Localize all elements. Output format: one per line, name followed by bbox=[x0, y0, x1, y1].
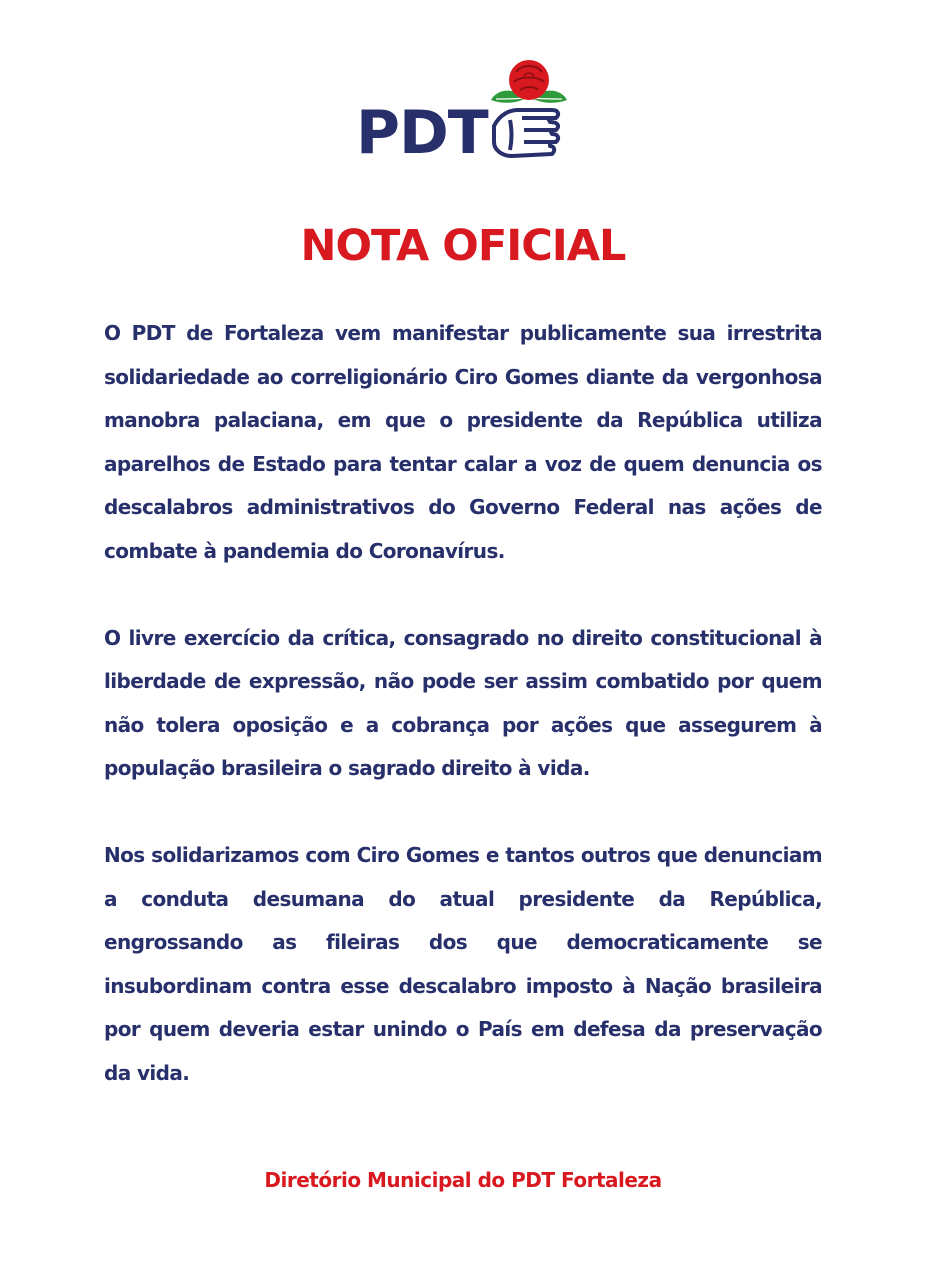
signature: Diretório Municipal do PDT Fortaleza bbox=[264, 1168, 662, 1192]
logo-text: PDT bbox=[356, 98, 488, 168]
paragraph-2: O livre exercício da crítica, consagrado no direito constitucional à liberdade de expressão, não pode ser assim combatido por quem não tolera oposição e a cobrança por ações que assegurem à população brasileira o sagrado direito à vida. bbox=[104, 625, 822, 780]
paragraph-3: Nos solidarizamos com Ciro Gomes e tantos outros que denunciam a conduta desumana do atual presidente da República, engrossando as fileiras dos que democraticamente se insubordinam contra esse descalabro imposto à Nação brasileira por quem deveria estar unindo o País em defesa da preservação da vida. bbox=[104, 843, 822, 1085]
page-title: NOTA OFICIAL bbox=[300, 221, 626, 271]
statement-body bbox=[104, 312, 822, 1139]
rose-fist-icon bbox=[488, 58, 570, 162]
paragraph-1: O PDT de Fortaleza vem manifestar publicamente sua irrestrita solidariedade ao correligionário Ciro Gomes diante da vergonhosa manobra palaciana, em que o presidente da República utiliza aparelhos de Estado para tentar calar a voz de quem denuncia os descalabros administrativos do Governo Federal nas ações de combate à pandemia do Coronavírus. bbox=[104, 321, 822, 563]
party-logo bbox=[356, 58, 576, 168]
